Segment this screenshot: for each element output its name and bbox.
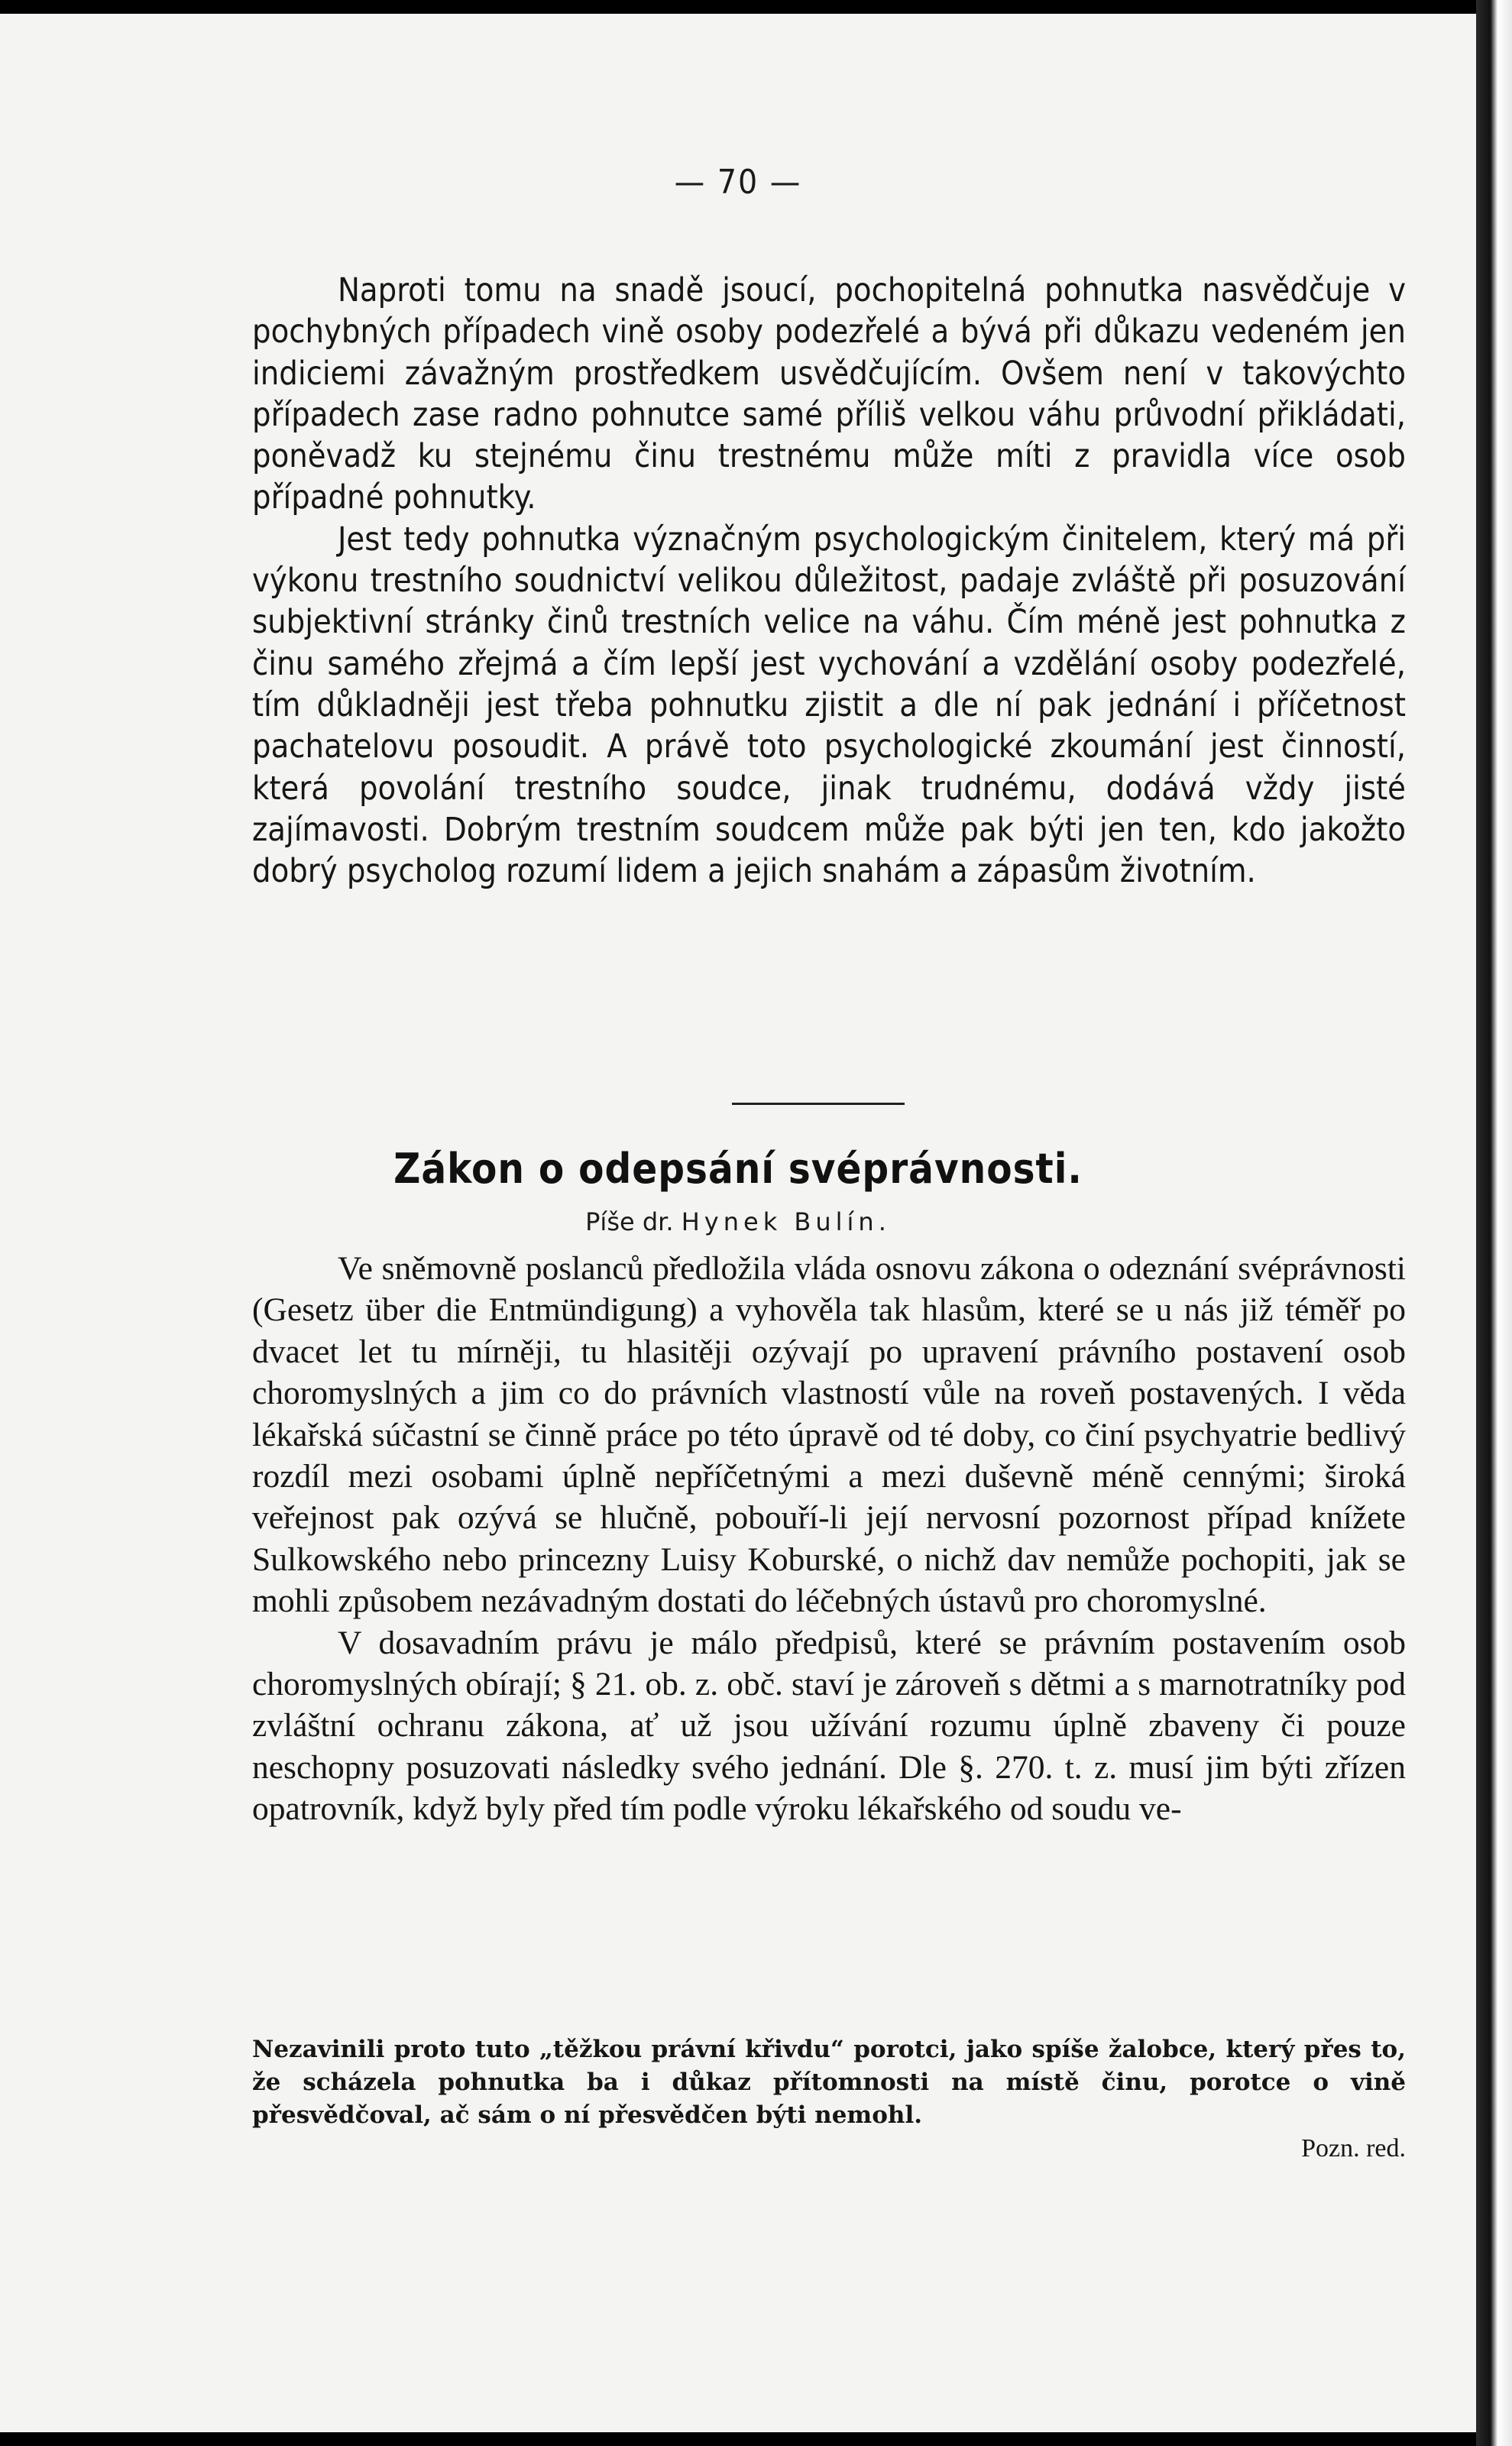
document-page <box>0 14 1476 2432</box>
paragraph: Ve sněmovně poslanců předložila vláda osnovu zákona o odeznání svéprávnosti (Gesetz über die Entmündigung) a vyhověla tak hlasům, které se u nás již téměř po dvacet let tu mírněji, tu hlasitěji ozývají po upravení právního postavení osob choromyslných a jim co do právních vlastností vůle na roveň postavených. I věda lékařská súčastní se činně práce po této úpravě od té doby, co činí psychyatrie bedlivý rozdíl mezi osobami úplně nepříčetnými a mezi duševně méně cennými; široká veřejnost pak ozývá se hlučně, pobouří-li její nervosní pozornost případ knížete Sulkowského nebo princezny Luisy Koburské, o nichž dav nemůže pochopiti, jak se mohli způsobem nezávadným dostati do léčebných ústavů pro choromyslné. <box>252 1250 1406 1620</box>
byline-prefix: Píše dr. <box>585 1207 674 1236</box>
scan-edge <box>1476 0 1512 2446</box>
footnote-signature: Pozn. red. <box>1301 2134 1406 2163</box>
paragraph: V dosavadním právu je málo předpisů, které se právním postavením osob choromyslných obírají; § 21. ob. z. obč. staví je zároveň s dětmi a s marnotratníky pod zvláštní ochranu zákona, ať už jsou užívání rozumu úplně zbaveny či pouze neschopny posuzovati následky svého jednání. Dle §. 270. t. z. musí jim býti zřízen opatrovník, když byly před tím podle výroku lékařského od soudu ve- <box>252 1624 1406 1828</box>
paragraph: Jest tedy pohnutka význačným psychologickým činitelem, který má při výkonu trestního soudnictví velikou důležitost, padaje zvláště při posuzování subjektivní stránky činů trestních velice na váhu. Čím méně jest pohnutka z činu samého zřejmá a čím lepší jest vychování a vzdělání osoby podezřelé, tím důkladněji jest třeba pohnutku zjistit a dle ní pak jednání i příčetnost pachatelovu posoudit. A právě toto psychologické zkoumání jest činností, která povolání trestního soudce, jinak trudnému, dodává vždy jisté zajímavosti. Dobrým trestním soudcem může pak býti jen ten, kdo jakožto dobrý psycholog rozumí lidem a jejich snahám a zápasům životním. <box>252 520 1406 891</box>
section-motive-text <box>252 270 1406 892</box>
article-title: Zákon o odepsání svéprávnosti. <box>393 1145 1083 1193</box>
footnote <box>252 2033 1406 2165</box>
section-divider <box>732 1103 905 1105</box>
paragraph: Naproti tomu na snadě jsoucí, pochopitelná pohnutka nasvědčuje v pochybných případech vině osoby podezřelé a bývá při důkazu vedeném jen indiciemi závažným prostředkem usvědčujícím. Ovšem není v takovýchto případech zase radno pohnutce samé příliš velkou váhu průvodní přikládati, poněvadž ku stejnému činu trestnému může míti z pravidla více osob případné pohnutky. <box>252 271 1406 517</box>
page-number: — 70 — <box>674 163 802 202</box>
footnote-text: Nezavinili proto tuto „těžkou právní křivdu“ porotci, jako spíše žalobce, který přes to, že scházela pohnutka ba i důkaz přítomnosti na místě činu, porotce o vině přesvědčoval, ač sám o ní přesvědčen býti nemohl. <box>252 2036 1406 2129</box>
byline-author: Hynek Bulín. <box>681 1207 891 1236</box>
article-byline <box>0 1207 1476 1236</box>
article-body <box>252 1248 1406 1830</box>
